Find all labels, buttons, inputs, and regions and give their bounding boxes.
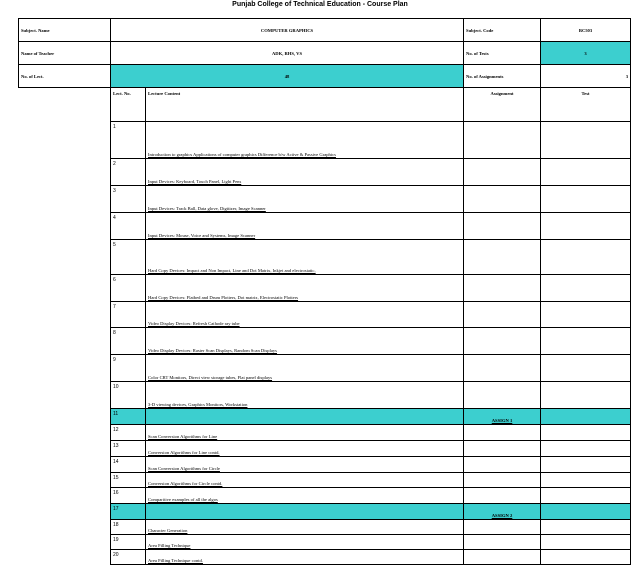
lecture-content: Area Filling Technique (146, 535, 464, 550)
assignment-cell (464, 550, 541, 565)
lecture-number: 11 (111, 409, 146, 425)
test-cell (541, 275, 631, 302)
test-cell (541, 473, 631, 488)
lecture-content: Introduction to graphics Applications of computer graphics Difference b/w Active & Passive Graphics (146, 122, 464, 159)
table-row (19, 355, 631, 382)
lecture-content (146, 409, 464, 425)
lecture-content: Scan Conversion Algorithms for Line (146, 425, 464, 441)
assignment-header: Assignment (464, 88, 541, 122)
subject-code-value: BC503 (541, 19, 631, 42)
table-row (19, 457, 631, 473)
lecture-number: 7 (111, 302, 146, 328)
lecture-number: 2 (111, 159, 146, 186)
lecture-content: Comparitive examples of all the algos (146, 488, 464, 504)
test-cell (541, 240, 631, 275)
assignment-cell (464, 473, 541, 488)
tests-value: 3 (541, 42, 631, 65)
lecture-content: Character Generation (146, 520, 464, 535)
content-header: Lecture Content (146, 88, 464, 122)
assignment-cell (464, 302, 541, 328)
table-row (19, 240, 631, 275)
lecture-content: Input Devices: Keyboard, Touch Panel, Light Pens (146, 159, 464, 186)
table-row (19, 275, 631, 302)
lecture-content: Color CRT Monitors, Direct view storage tubes, Flat panel displays (146, 355, 464, 382)
table-row (19, 186, 631, 213)
table-row (19, 302, 631, 328)
lecture-number: 5 (111, 240, 146, 275)
table-row (19, 425, 631, 441)
lecture-number: 4 (111, 213, 146, 240)
assignment-cell (464, 441, 541, 457)
table-row (19, 441, 631, 457)
test-cell (541, 302, 631, 328)
table-row (19, 504, 631, 520)
table-row (19, 159, 631, 186)
test-cell (541, 213, 631, 240)
table-row (19, 122, 631, 159)
lecture-number: 18 (111, 520, 146, 535)
lecture-number: 9 (111, 355, 146, 382)
lecture-number: 6 (111, 275, 146, 302)
assignment-cell (464, 328, 541, 355)
lecture-content (146, 504, 464, 520)
lecture-content: Hard Copy Devices: Flatbed and Drum Plotters, Dot matrix, Electrostatic Plotters (146, 275, 464, 302)
lecture-content: Video Display Devices: Refresh Cathode ray tube (146, 302, 464, 328)
test-cell (541, 425, 631, 441)
test-header: Test (541, 88, 631, 122)
table-row (19, 328, 631, 355)
lecture-content: Video Display Devices: Raster Scan Displays, Random Scan Displays (146, 328, 464, 355)
lecture-content: Conversion Algorithms for Circle contd. (146, 473, 464, 488)
lecture-number: 10 (111, 382, 146, 409)
table-row (19, 550, 631, 565)
assign-value: 3 (541, 65, 631, 88)
test-cell (541, 159, 631, 186)
assignment-cell (464, 122, 541, 159)
lecture-number: 13 (111, 441, 146, 457)
lecture-number: 8 (111, 328, 146, 355)
assignment-cell (464, 355, 541, 382)
lecture-number: 19 (111, 535, 146, 550)
column-header-row (19, 88, 631, 122)
test-cell (541, 186, 631, 213)
teacher-value: ADK, RHS, VS (111, 42, 464, 65)
tests-label: No. of Tests (464, 42, 541, 65)
test-cell (541, 355, 631, 382)
table-row (19, 488, 631, 504)
assignment-cell: ASSIGN 2 (464, 504, 541, 520)
table-row (19, 520, 631, 535)
test-cell (541, 488, 631, 504)
subject-name-label: Subject. Name (19, 19, 111, 42)
lecture-number: 1 (111, 122, 146, 159)
table-row (19, 409, 631, 425)
lecture-content: Input Devices: Mouse, Voice and Systems, Image Scanner (146, 213, 464, 240)
test-cell (541, 409, 631, 425)
lecture-number: 20 (111, 550, 146, 565)
test-cell (541, 122, 631, 159)
table-row (19, 382, 631, 409)
table-row (19, 473, 631, 488)
assignment-cell (464, 382, 541, 409)
assignment-cell (464, 240, 541, 275)
assignment-cell (464, 275, 541, 302)
lectures-count-row (19, 65, 631, 88)
lecture-content: Conversion Algorithms for Line contd. (146, 441, 464, 457)
table-row (19, 535, 631, 550)
subject-code-label: Subject. Code (464, 19, 541, 42)
test-cell (541, 535, 631, 550)
lect-value: 48 (111, 65, 464, 88)
test-cell (541, 550, 631, 565)
teacher-label: Name of Teacher (19, 42, 111, 65)
test-cell (541, 457, 631, 473)
assignment-cell (464, 425, 541, 441)
assignment-cell (464, 457, 541, 473)
lecture-content: Area Filling Technique contd. (146, 550, 464, 565)
lecture-number: 16 (111, 488, 146, 504)
lect-no-header: Lect. No. (111, 88, 146, 122)
page-title: Punjab College of Technical Education - Course Plan (232, 1, 408, 8)
lecture-content: Scan Conversion Algorithms for Circle (146, 457, 464, 473)
lecture-number: 17 (111, 504, 146, 520)
lecture-number: 14 (111, 457, 146, 473)
course-plan-table (18, 18, 631, 565)
subject-row (19, 19, 631, 42)
test-cell (541, 504, 631, 520)
lecture-number: 15 (111, 473, 146, 488)
lecture-content: 3-D viewing devices, Graphics Monitors, Workstation (146, 382, 464, 409)
assignment-cell (464, 488, 541, 504)
lect-label: No. of Lect. (19, 65, 111, 88)
test-cell (541, 382, 631, 409)
assign-label: No. of Assignments (464, 65, 541, 88)
test-cell (541, 328, 631, 355)
assignment-cell (464, 159, 541, 186)
test-cell (541, 441, 631, 457)
teacher-row (19, 42, 631, 65)
subject-name-value: COMPUTER GRAPHICS (111, 19, 464, 42)
lecture-content: Hard Copy Devices: Impact and Non Impact, Line and Dot Matrix, Inkjet and electrostatic, (146, 240, 464, 275)
lecture-number: 12 (111, 425, 146, 441)
assignment-cell: ASSIGN 1 (464, 409, 541, 425)
assignment-cell (464, 520, 541, 535)
table-row (19, 213, 631, 240)
lecture-content: Input Devices: Track Ball, Data glove, Digitizer, Image Scanner (146, 186, 464, 213)
assignment-cell (464, 213, 541, 240)
test-cell (541, 520, 631, 535)
assignment-cell (464, 535, 541, 550)
lecture-number: 3 (111, 186, 146, 213)
assignment-cell (464, 186, 541, 213)
